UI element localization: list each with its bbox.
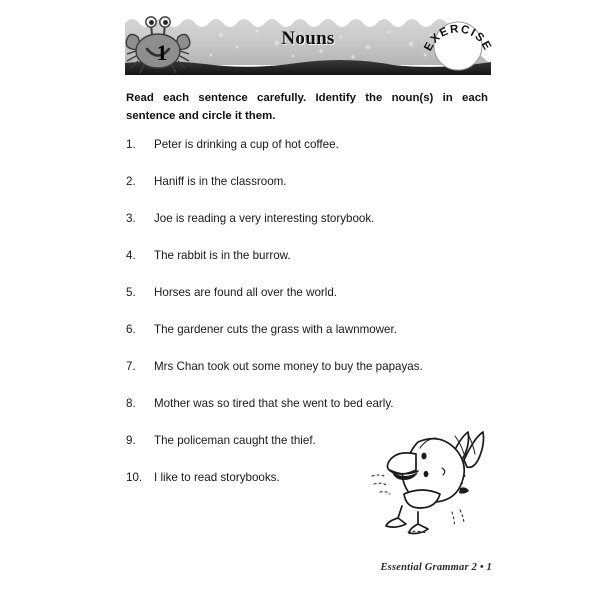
page-title: Nouns — [281, 28, 335, 49]
question-sentence: Mother was so tired that she went to bed early. — [154, 397, 394, 410]
question-number: 9. — [126, 434, 136, 447]
question-number: 6. — [126, 323, 136, 336]
question-number: 7. — [126, 360, 136, 373]
question-sentence: Peter is drinking a cup of hot coffee. — [154, 138, 339, 151]
question-row — [126, 286, 492, 323]
question-number: 5. — [126, 286, 136, 299]
question-sentence: Horses are found all over the world. — [154, 286, 338, 299]
question-number: 2. — [126, 175, 136, 188]
question-number: 4. — [126, 249, 136, 262]
footer-text: Essential Grammar 2 • 1 — [380, 562, 492, 573]
question-number: 3. — [126, 212, 136, 225]
question-row — [126, 249, 492, 286]
duckling-illustration-icon — [356, 420, 498, 538]
question-sentence: The policeman caught the thief. — [154, 434, 316, 447]
header-banner — [125, 13, 494, 75]
question-row — [126, 360, 492, 397]
question-sentence: I like to read storybooks. — [154, 471, 280, 484]
question-number: 10. — [126, 471, 143, 484]
instruction-sentence: Read each sentence carefully. Identify the noun(s) in each sentence and circle it them. — [126, 92, 488, 122]
question-sentence: Mrs Chan took out some money to buy the papayas. — [154, 360, 423, 373]
exercise-badge-label: EXERCISE — [422, 23, 494, 54]
question-row — [126, 175, 492, 212]
question-sentence: The gardener cuts the grass with a lawnmower. — [154, 323, 397, 336]
exercise-badge-number: 1 — [156, 40, 168, 65]
question-number: 1. — [126, 138, 136, 151]
question-row — [126, 138, 492, 175]
question-sentence: Haniff is in the classroom. — [154, 175, 287, 188]
crab-mascot-icon — [122, 15, 196, 77]
exercise-badge — [421, 10, 495, 76]
question-row — [126, 323, 492, 360]
question-sentence: Joe is reading a very interesting storybook. — [154, 212, 375, 225]
question-number: 8. — [126, 397, 136, 410]
question-sentence: The rabbit is in the burrow. — [154, 249, 291, 262]
instruction-text — [126, 90, 488, 125]
question-row — [126, 212, 492, 249]
